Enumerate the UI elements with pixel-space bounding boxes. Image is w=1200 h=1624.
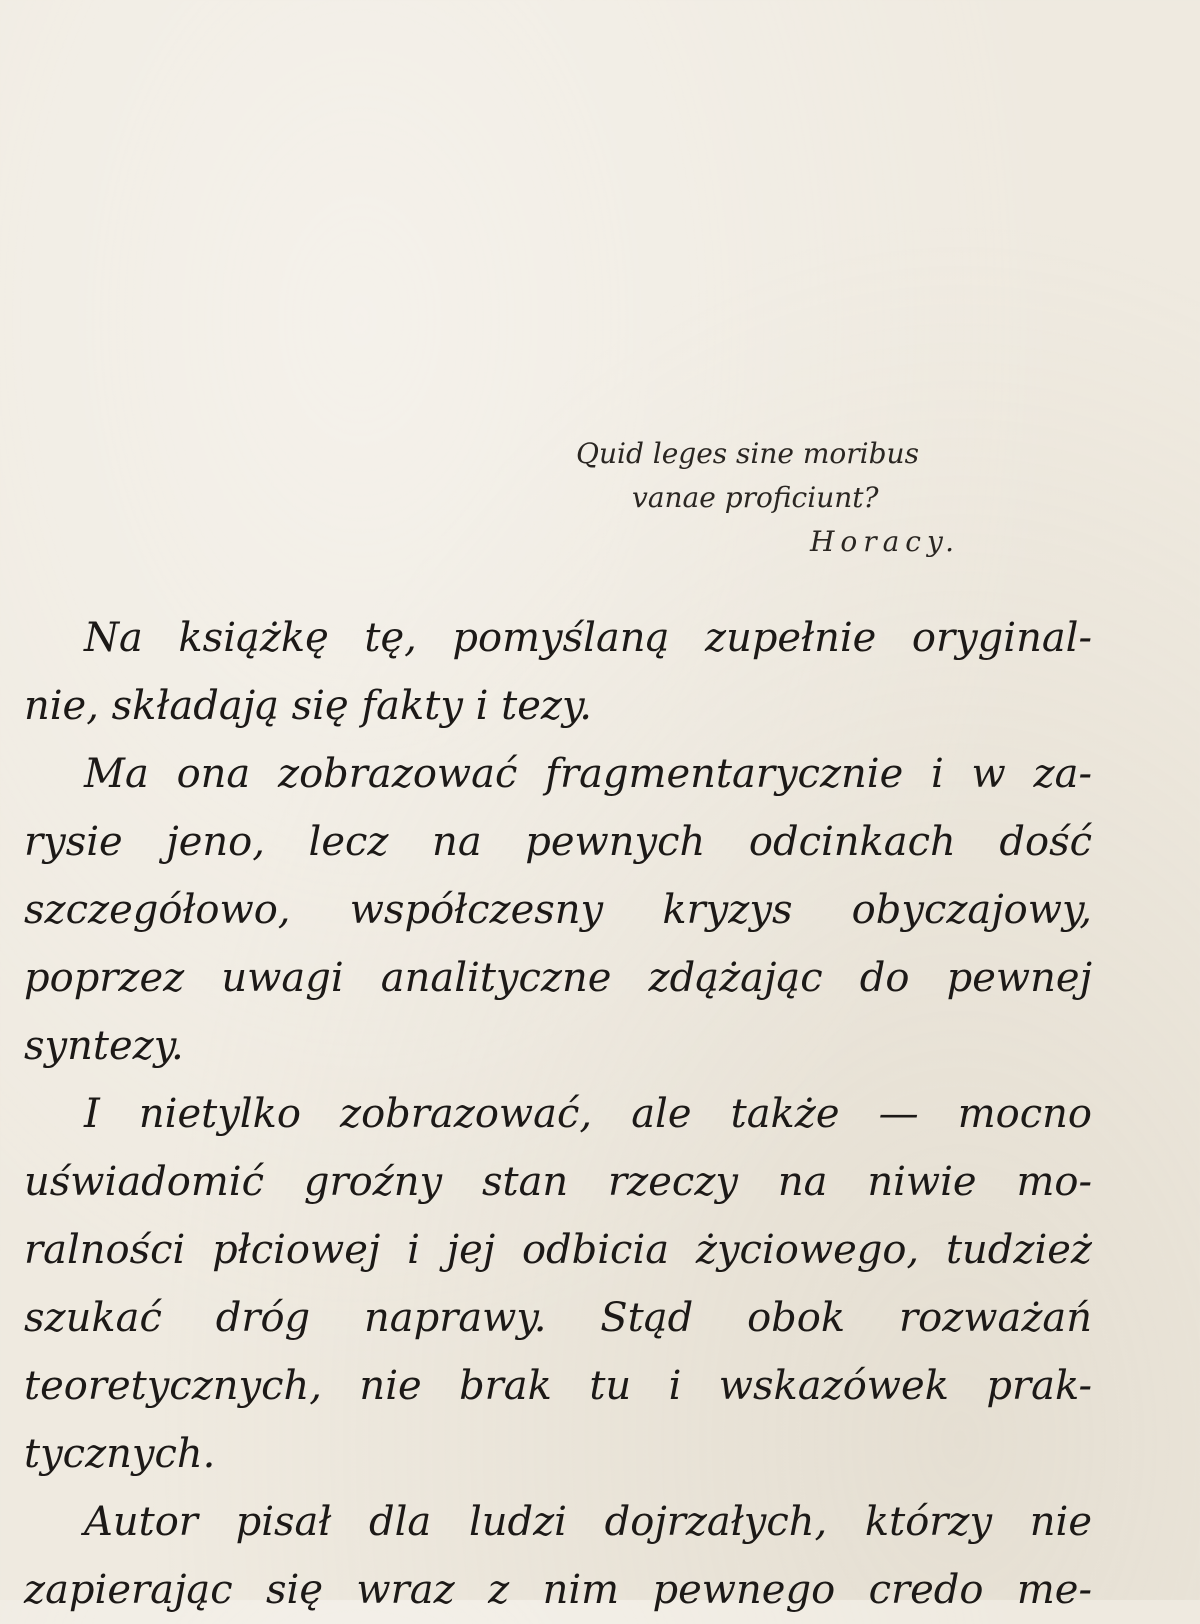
epigraph xyxy=(570,432,990,564)
text-line: szczegółowo, współczesny kryzys obyczajowy, xyxy=(24,887,1092,933)
epigraph-line-2: vanae proficiunt? xyxy=(632,481,879,514)
paragraph-1 xyxy=(24,604,1092,740)
text-line: zapierając się wraz z nim pewnego credo me- xyxy=(24,1567,1092,1613)
text-line: Na książkę tę, pomyślaną zupełnie oryginal- xyxy=(84,615,1092,661)
text-line: I nietylko zobrazować, ale także — mocno xyxy=(84,1091,1092,1137)
paragraph-4 xyxy=(24,1488,1092,1624)
text-line: syntezy. xyxy=(24,1023,184,1069)
text-line: poprzez uwagi analityczne zdążając do pewnej xyxy=(24,955,1092,1001)
text-line: ralności płciowej i jej odbicia życiowego, tudzież xyxy=(24,1227,1092,1273)
text-line: teoretycznych, nie brak tu i wskazówek prak- xyxy=(24,1363,1092,1409)
epigraph-author: Horacy. xyxy=(809,525,960,558)
text-line: Autor pisał dla ludzi dojrzałych, którzy nie xyxy=(84,1499,1092,1545)
text-line: uświadomić groźny stan rzeczy na niwie mo- xyxy=(24,1159,1092,1205)
text-line: rysie jeno, lecz na pewnych odcinkach dość xyxy=(24,819,1092,865)
paragraph-2 xyxy=(24,740,1092,1080)
paragraph-3 xyxy=(24,1080,1092,1488)
text-line: tycznych. xyxy=(24,1431,216,1477)
text-line: nie, składają się fakty i tezy. xyxy=(24,683,592,729)
body-text xyxy=(24,604,1092,1624)
text-line: szukać dróg naprawy. Stąd obok rozważań xyxy=(24,1295,1092,1341)
text-line: Ma ona zobrazować fragmentarycznie i w za- xyxy=(84,751,1092,797)
epigraph-line-1: Quid leges sine moribus xyxy=(576,437,919,470)
